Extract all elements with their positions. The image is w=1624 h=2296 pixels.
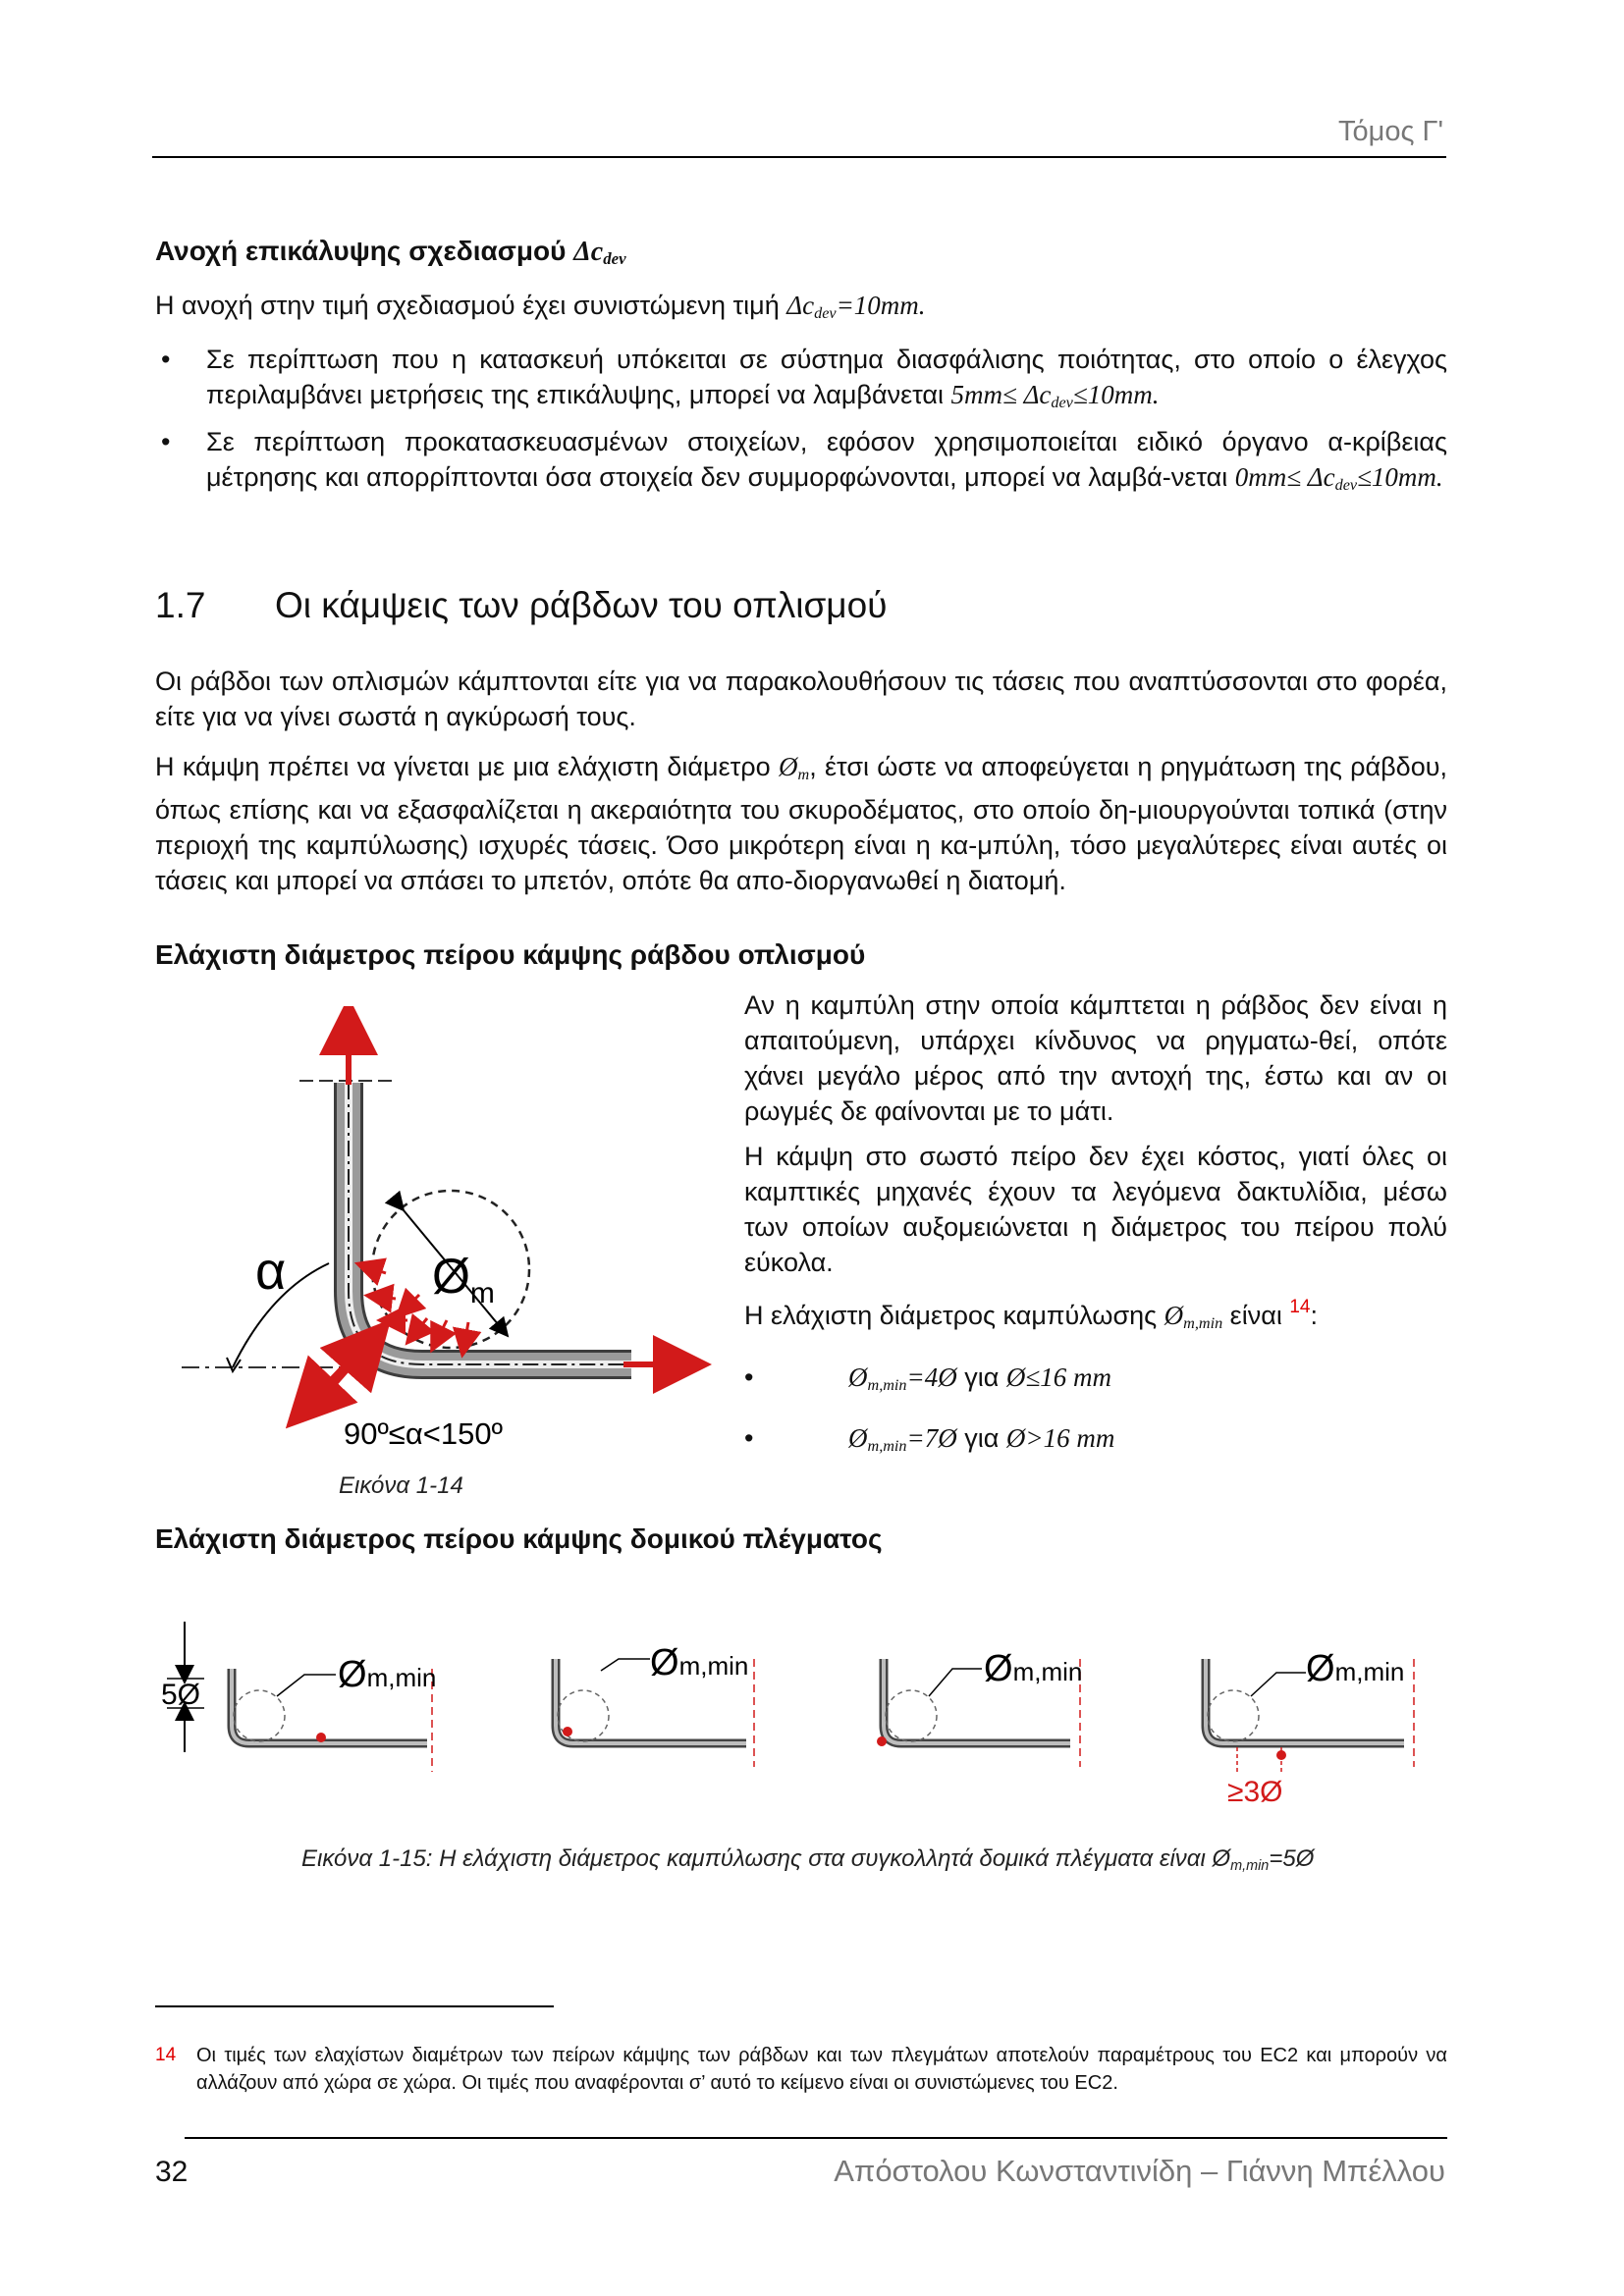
running-header: Τόμος Γ'	[1337, 116, 1443, 147]
mesh-panel	[877, 1648, 1082, 1767]
pressure-arrow	[378, 1297, 396, 1299]
footnote-number: 14	[155, 2045, 177, 2065]
dim-label: 5Ø	[161, 1679, 201, 1711]
pressure-arrow	[464, 1322, 468, 1344]
mesh-bend-heading: Ελάχιστη διάμετρος πείρου κάμψης δομικού πλέγματος	[155, 1523, 883, 1554]
rebar-body	[349, 1083, 631, 1364]
tolerance-heading: Ανοχή επικάλυψης σχεδιασμού $\Delta c_{dev}$	[155, 236, 626, 268]
footnote-separator	[155, 2005, 554, 2007]
paragraph: Οι ράβδοι των οπλισμών κάμπτονται είτε για να παρακολουθήσουν τις τάσεις που αναπτύσσονται στο φορέα, είτε για να γίνει σωστά η αγκύρωσή τους.	[155, 667, 1447, 731]
mesh-panel	[1206, 1648, 1414, 1808]
pressure-arrow	[368, 1267, 386, 1273]
list-item: • Σε περίπτωση που η κατασκευή υπόκειται σε σύστημα διασφάλισης ποιότητας, στο οποίο ο έλεγχος περιλαμβάνει μετρήσεις της επικάλυψης, μπορεί να λαμβάνεται $5mm\le \Delta c_{dev}\le 10mm$.	[161, 345, 1447, 411]
tolerance-heading-symbol: $\Delta c_{dev}$	[573, 237, 626, 268]
figure-caption: Εικόνα 1-14	[339, 1472, 463, 1499]
pressure-arrow	[406, 1295, 419, 1308]
bar-bend-text: Αν η καμπύλη στην οποία κάμπτεται η ράβδος δεν είναι η απαιτούμενη, υπάρχει κίνδυνος να ρηγματω-θεί, οπότε χάνει μεγάλο μέρος από την αντοχή της, έστω και αν οι ρωγμές δε φαίνονται με το μάτι. Η κάμψη στο σωστό πείρο δεν έχει κόστος, γιατί όλες οι καμπτικές μηχανές έχουν τα λεγόμενα δακτυλίδια, μέσω των οποίων αυξομειώνεται η διάμετρος του πείρου πολύ εύκολα. Η ελάχιστη διάμετρος καμπύλωσης $Ø_{m,min}$ είναι $^{14}$:	[744, 990, 1447, 1332]
rebar-centerline	[349, 1055, 643, 1364]
header-rule	[152, 156, 1446, 158]
page-number: 32	[155, 2156, 189, 2188]
section-title: Οι κάμψεις των ράβδων του οπλισμού	[275, 585, 888, 625]
bar-bend-heading: Ελάχιστη διάμετρος πείρου κάμψης ράβδου οπλισμού	[155, 939, 866, 970]
rebar-highlight	[349, 1083, 631, 1364]
svg-text:Øm,min: Øm,min	[650, 1642, 749, 1683]
rebar-outline	[349, 1083, 631, 1364]
section-number: 1.7	[155, 585, 206, 625]
svg-text:Øm,min: Øm,min	[1306, 1648, 1405, 1689]
tolerance-intro: Η ανοχή στην τιμή σχεδιασμού έχει συνιστώμενη τιμή $\Delta c_{dev}=10mm$.	[155, 291, 926, 322]
bar-bend-figure	[162, 1006, 712, 1477]
paragraph: Η κάμψη πρέπει να γίνεται με μια ελάχιστη διάμετρο $Ø_m$, έτσι ώστε να αποφεύγεται η ρηγμάτωση της ράβδου, όπως επίσης και να εξασφαλίζεται η ακεραιότητα του σκυροδέματος, στο οποίο δη-μιουργούνται τοπικά (στην περιοχή της καμπύλωσης) ισχυρές τάσεις. Όσο μικρότερη είναι η κα-μπύλη, τόσο μεγαλύτερες είναι αυτές οι τάσεις και μπορεί να σπάσει το μπετόν, οπότε θα απο-διοργανωθεί η διατομή.	[155, 752, 1447, 895]
mesh-panel	[232, 1654, 436, 1772]
footer-authors: Απόστολου Κωνσταντινίδη – Γιάννη Μπέλλου	[834, 2154, 1445, 2188]
offset-label: ≥3Ø	[1227, 1776, 1283, 1808]
angle-range-label: 90º≤α<150º	[344, 1416, 503, 1451]
min-diameter-rules	[744, 1360, 1447, 1464]
svg-text:Øm,min: Øm,min	[984, 1648, 1083, 1689]
footer-rule	[185, 2137, 1447, 2139]
alpha-label: α	[255, 1242, 287, 1301]
mesh-panel	[556, 1642, 754, 1767]
bend-force-arrow	[331, 1345, 368, 1387]
figure-caption: Εικόνα 1-15: Η ελάχιστη διάμετρος καμπύλωσης στα συγκολλητά δομικά πλέγματα είναι $Ø_{m,min}=5Ø$	[301, 1845, 1315, 1874]
footnote: 14 Οι τιμές των ελαχίστων διαμέτρων των πείρων κάμψης των ράβδων και των πλεγμάτων αποτελούν παραμέτρους του EC2 και μπορούν να αλλάζουν από χώρα σε χώρα. Οι τιμές που αναφέρονται σ’ αυτό το κείμενο είναι οι συνιστώμενες του EC2.	[155, 2042, 1447, 2097]
svg-text:Øm,min: Øm,min	[338, 1654, 437, 1695]
pressure-arrow	[414, 1318, 427, 1334]
mesh-bend-figure	[147, 1610, 1463, 1826]
tolerance-bullets	[155, 342, 1447, 503]
list-item: • $Ø_{m,min}=4Ø$ για Ø≤16 mm	[744, 1362, 1111, 1394]
pressure-arrow	[437, 1320, 447, 1340]
list-item: • $Ø_{m,min}=7Ø$ για Ø>16 mm	[744, 1423, 1115, 1455]
footnote-ref: 14	[1289, 1297, 1311, 1317]
diameter-label: $Ø_m$	[432, 1249, 495, 1309]
list-item: • Σε περίπτωση προκατασκευασμένων στοιχείων, εφόσον χρησιμοποιείται ειδικό όργανο α-κρίβειας μέτρησης και απορρίπτονται όσα στοιχεία δεν συμμορφώνονται, μπορεί να λαμβά-νεται $0mm\le \Delta c_{dev}\le 10mm$.	[161, 427, 1447, 494]
